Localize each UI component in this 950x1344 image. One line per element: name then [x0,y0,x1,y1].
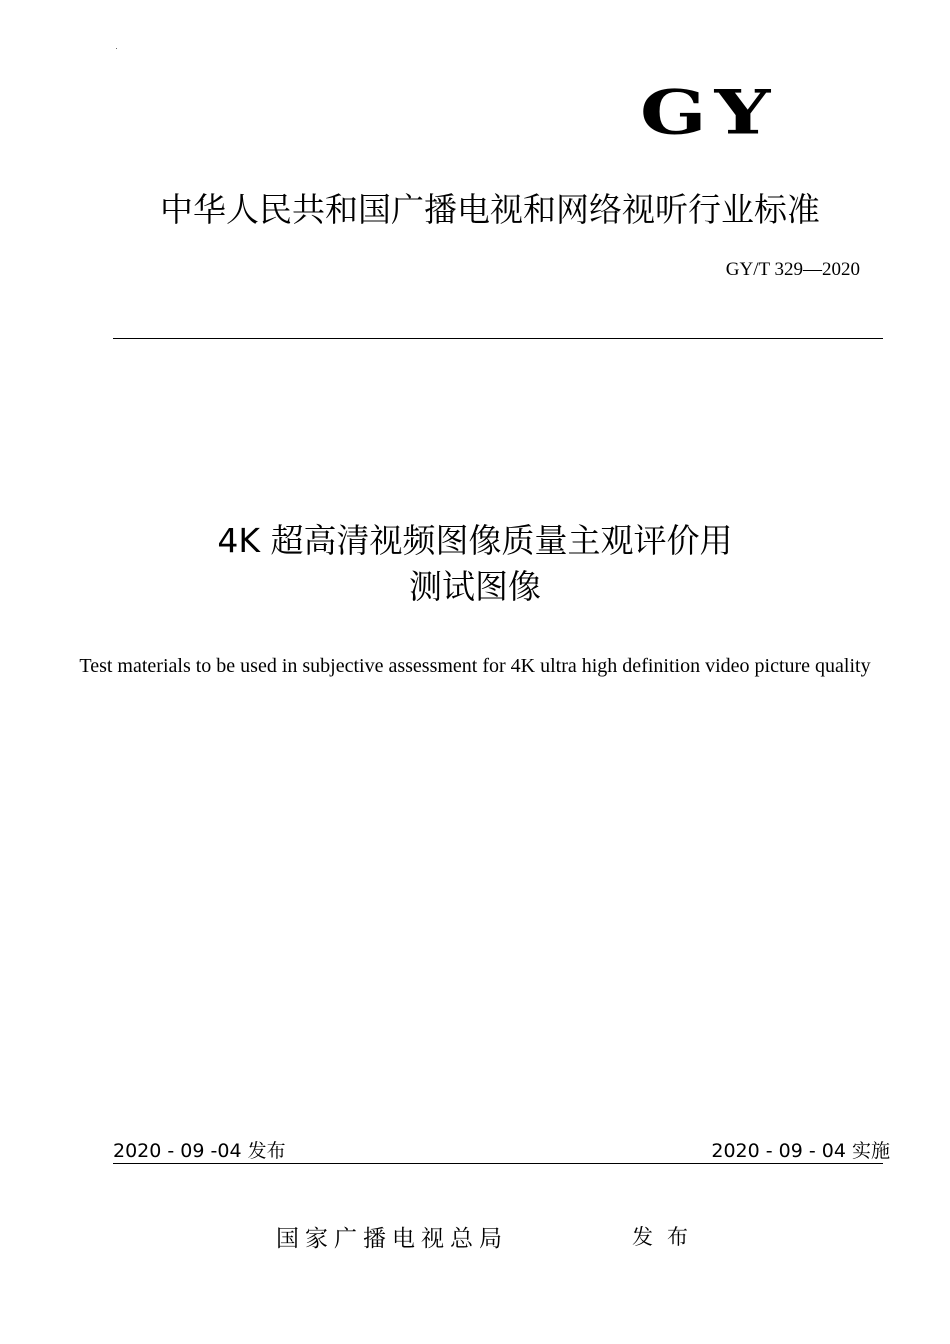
chinese-title-line-2: 测试图像 [409,567,541,606]
standard-category-heading: 中华人民共和国广播电视和网络视听行业标准 [160,190,820,229]
scan-speck [116,48,117,49]
chinese-title-line-1: 4K 超高清视频图像质量主观评价用 [217,521,733,560]
bottom-divider [113,1163,883,1164]
english-title: Test materials to be used in subjective assessment for 4K ultra high definition video picture quality [79,655,871,677]
top-divider [113,338,883,339]
gy-logo: GY [640,77,779,149]
chinese-title [100,518,850,610]
release-date: 2020 - 09 -04 发布 [113,1140,286,1162]
implementation-date: 2020 - 09 - 04 实施 [711,1140,890,1162]
standard-code: GY/T 329—2020 [725,259,860,280]
issue-label: 发布 [632,1225,702,1249]
issuing-authority: 国家广播电视总局 [276,1226,508,1252]
